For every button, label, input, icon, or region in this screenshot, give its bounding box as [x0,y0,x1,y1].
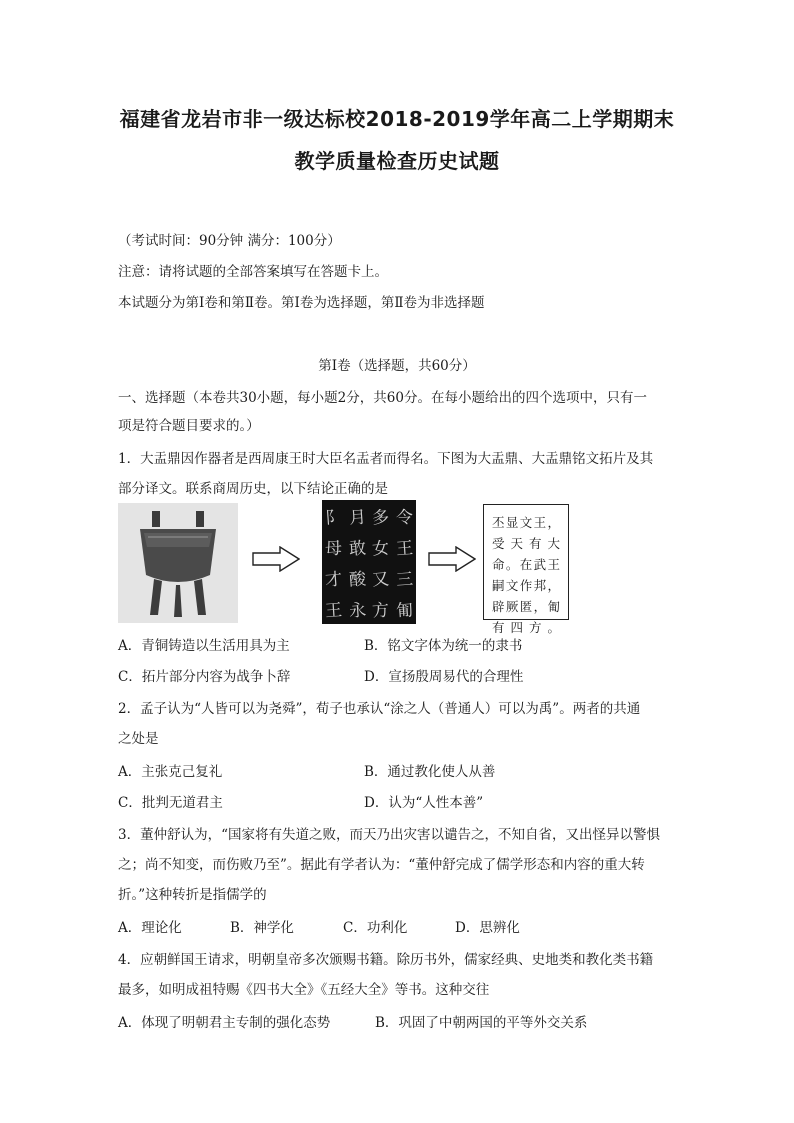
rubbing-char: 敢 [348,538,367,560]
notice: 注意：请将试题的全部答案填写在答题卡上。 [118,264,388,280]
translation-line: 丕显文王， [492,515,560,530]
q4-option-b: B．巩固了中朝两国的平等外交关系 [375,1015,588,1031]
q3-option-b: B．神学化 [230,920,294,936]
rubbing-char: 母 [324,538,344,560]
translation-line: 命。在武王 [492,557,560,572]
q4-option-a: A．体现了明朝君主专制的强化态势 [118,1015,331,1031]
rubbing-char: 酸 [348,569,367,591]
q1-option-d: D．宣扬殷周易代的合理性 [364,669,524,685]
document-title-line2: 教学质量检查历史试题 [294,149,500,173]
structure-note: 本试题分为第Ⅰ卷和第Ⅱ卷。第Ⅰ卷为选择题，第Ⅱ卷为非选择题 [118,295,485,311]
q3-option-d: D．思辨化 [455,920,520,936]
q3-stem-line: 折。”这种转折是指儒学的 [118,887,267,903]
translation-line: 有四方。 [492,620,560,635]
translation-line: 受天有大 [492,536,560,551]
q4-stem-line: 4．应朝鲜国王请求，明朝皇帝多次颁赐书籍。除历书外，儒家经典、史地类和教化类书籍 [118,952,654,968]
q3-stem-line: 之；尚不知变，而伤败乃至”。据此有学者认为：“董仲舒完成了儒学形态和内容的重大转 [118,857,645,873]
q2-option-d: D．认为“人性本善” [364,795,484,811]
rubbing-char: 阝 [324,507,344,529]
rubbing-char: 又 [371,569,391,591]
q2-stem-line: 之处是 [118,731,159,747]
ding-vessel-image [118,503,238,623]
q1-stem-line: 部分译文。联系商周历史，以下结论正确的是 [118,481,388,497]
q2-stem-line: 2．孟子认为“人皆可以为尧舜”，荀子也承认“涂之人（普通人）可以为禹”。两者的共通 [118,701,641,717]
section-intro-line: 项是符合题目要求的。） [118,418,260,434]
rubbing-char: 匍 [395,600,414,622]
rubbing-char: 方 [371,600,391,622]
rubbing-char: 多 [371,507,391,529]
rubbing-char: 令 [395,507,414,529]
document-title-line1: 福建省龙岩市非一级达标校2018-2019学年高二上学期期末 [119,107,675,131]
q1-option-a: A．青铜铸造以生活用具为主 [118,638,290,654]
rubbing-char: 三 [395,569,414,591]
section-intro-line: 一、选择题（本卷共30小题，每小题2分，共60分。在每小题给出的四个选项中，只有一 [118,390,647,406]
arrow-right-icon [428,546,476,572]
q2-option-b: B．通过教化使人从善 [364,764,496,780]
arrow-right-icon [252,546,300,572]
q3-option-a: A．理论化 [118,920,182,936]
q3-stem-line: 3．董仲舒认为，“国家将有失道之败，而天乃出灾害以谴告之，不知自省，又出怪异以警惧 [118,827,660,843]
rubbing-char: 王 [395,538,414,560]
q1-option-b: B．铭文字体为统一的隶书 [364,638,523,654]
q4-stem-line: 最多，如明成祖特赐《四书大全》《五经大全》等书。这种交往 [118,982,490,998]
inscription-rubbing [322,500,416,624]
rubbing-char: 永 [348,600,367,622]
translation-box [483,504,569,635]
rubbing-char: 月 [348,507,367,529]
q2-option-a: A．主张克己复礼 [118,764,223,780]
q2-option-c: C．批判无道君主 [118,795,223,811]
ding-vessel-icon [118,503,238,623]
rubbing-char: 王 [324,600,344,622]
q1-stem-line: 1．大盂鼎因作器者是西周康王时大臣名盂者而得名。下图为大盂鼎、大盂鼎铭文拓片及其 [118,451,654,467]
translation-line: 嗣文作邦， [492,578,560,593]
exam-info: （考试时间：90分钟 满分：100分） [118,233,341,249]
rubbing-char: 才 [324,569,344,591]
q3-option-c: C．功利化 [343,920,408,936]
rubbing-char: 女 [371,538,391,560]
translation-line: 辟厥匿，匍 [492,599,560,614]
q1-option-c: C．拓片部分内容为战争卜辞 [118,669,291,685]
section-title: 第Ⅰ卷（选择题，共60分） [318,358,476,374]
